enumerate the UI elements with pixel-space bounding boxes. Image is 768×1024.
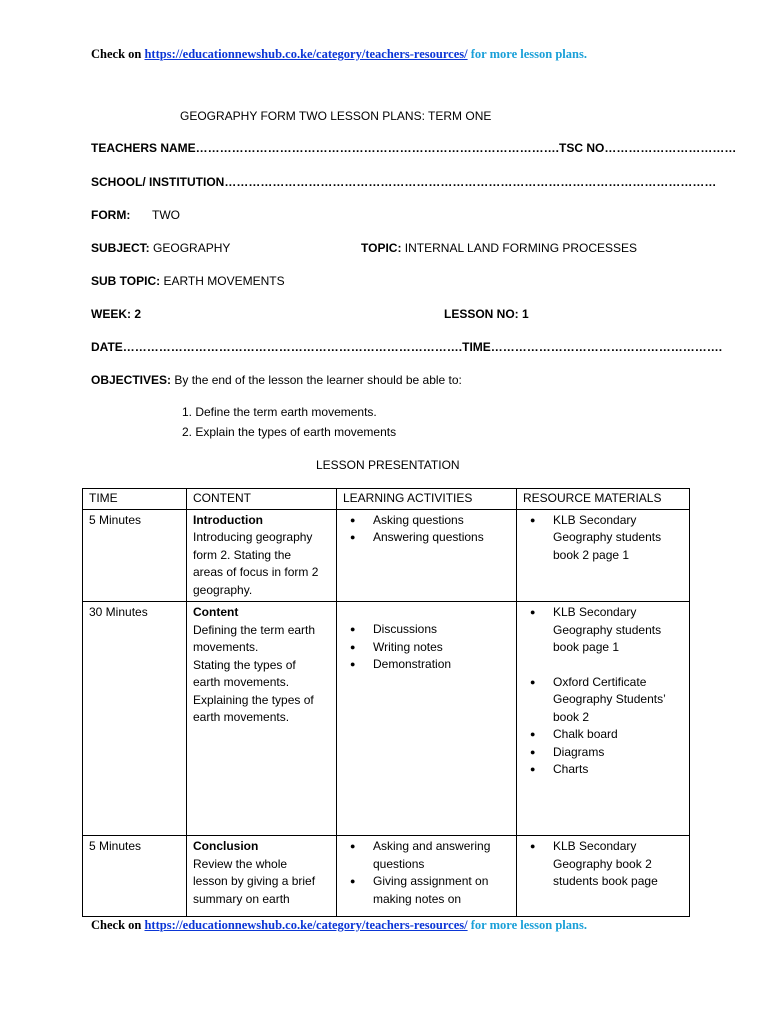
table-row [83,836,690,917]
list-item: ● KLB Secondary Geography book 2 students book page [553,838,683,891]
objective-item: 1. Define the term earth movements. [182,405,377,419]
header-time: TIME [83,489,187,510]
list-item: ● Charts [553,761,683,779]
header-content: CONTENT [187,489,337,510]
page-title: GEOGRAPHY FORM TWO LESSON PLANS: TERM ONE [180,109,492,123]
resources-cell [517,602,690,836]
content-line: Review the whole [193,856,288,871]
list-item: ● KLB Secondary Geography students book page 1 [553,604,683,657]
list-item: ● Asking questions [373,512,510,530]
list-item: ● Oxford Certificate Geography Students’ book 2 [553,674,683,727]
lesson-presentation-table [82,488,690,917]
subtopic-label: SUB TOPIC: [91,274,161,288]
topic-value: INTERNAL LAND FORMING PROCESSES [401,241,638,255]
table-header-row [83,489,690,510]
week-line: WEEK: 2 [91,307,142,321]
topic-label: TOPIC: [361,241,402,255]
subject-value: GEOGRAPHY [149,241,231,255]
list-item: ● Chalk board [553,726,683,744]
content-heading: Conclusion [193,839,259,853]
content-line: summary on earth [193,891,290,906]
objectives-text: By the end of the lesson the learner should be able to: [171,373,462,387]
objective-item: 2. Explain the types of earth movements [182,425,397,439]
list-item: ● Discussions [373,621,510,639]
time-cell: 5 Minutes [83,509,187,602]
list-item: ● Giving assignment on making notes on [373,873,510,908]
content-cell [187,602,337,836]
footer-url-link[interactable]: https://educationnewshub.co.ke/category/teachers-resources/ [144,918,468,932]
topic-line [361,241,637,255]
lesson-number: LESSON NO: 1 [444,307,529,321]
header-resource-materials: RESOURCE MATERIALS [517,489,690,510]
header-check-on: Check on [91,47,145,61]
footer-tail: for more lesson plans. [467,918,587,932]
form-label: FORM: [91,208,131,222]
table-row [83,509,690,602]
date-time-line: DATE………………………………………………………………………….TIME…………………………………………………. [91,340,723,354]
content-line: lesson by giving a brief [193,874,316,888]
list-item: ● Demonstration [373,656,510,674]
header-learning-activities: LEARNING ACTIVITIES [337,489,517,510]
subject-line [91,241,230,255]
content-line: Stating the types of [193,657,296,672]
objectives-line [91,373,462,387]
list-item: ● Answering questions [373,529,510,547]
list-item: ● Asking and answering questions [373,838,510,873]
content-heading: Content [193,605,239,619]
table-row [83,602,690,836]
header-url-link[interactable]: https://educationnewshub.co.ke/category/teachers-resources/ [144,47,468,61]
subtopic-line [91,274,285,288]
list-item: ● Diagrams [553,744,683,762]
resources-cell [517,509,690,602]
content-heading: Introduction [193,512,263,527]
list-item: ● KLB Secondary Geography students book 2 page 1 [553,512,683,565]
objectives-label: OBJECTIVES: [91,373,172,387]
content-cell [187,836,337,917]
footer-check-on: Check on [91,918,145,932]
header-notice [91,47,587,62]
teacher-name-line: TEACHERS NAME……………………………………………………………………………….TSC NO…………………………… [91,141,737,155]
footer-notice [91,918,587,933]
presentation-title: LESSON PRESENTATION [316,458,460,472]
school-line: SCHOOL/ INSTITUTION…………………………………………………………………………………………………………… [91,175,717,189]
activities-cell [337,602,517,836]
content-line: movements. [193,640,259,654]
activities-cell [337,836,517,917]
content-line: geography. [193,582,253,597]
content-cell [187,509,337,602]
content-line: Explaining the types of [193,692,314,707]
content-line: Defining the term earth [193,622,316,637]
resources-cell [517,836,690,917]
subject-label: SUBJECT: [91,241,150,255]
form-value: TWO [152,208,180,222]
subtopic-value: EARTH MOVEMENTS [160,274,285,288]
content-line: earth movements. [193,710,290,724]
content-line: form 2. Stating the [193,547,292,562]
content-line: earth movements. [193,675,290,689]
header-tail: for more lesson plans. [467,47,587,61]
time-cell: 5 Minutes [83,836,187,917]
list-item: ● Writing notes [373,639,510,657]
content-line: areas of focus in form 2 [193,565,319,579]
time-cell: 30 Minutes [83,602,187,836]
activities-cell [337,509,517,602]
content-line: Introducing geography [193,530,313,544]
